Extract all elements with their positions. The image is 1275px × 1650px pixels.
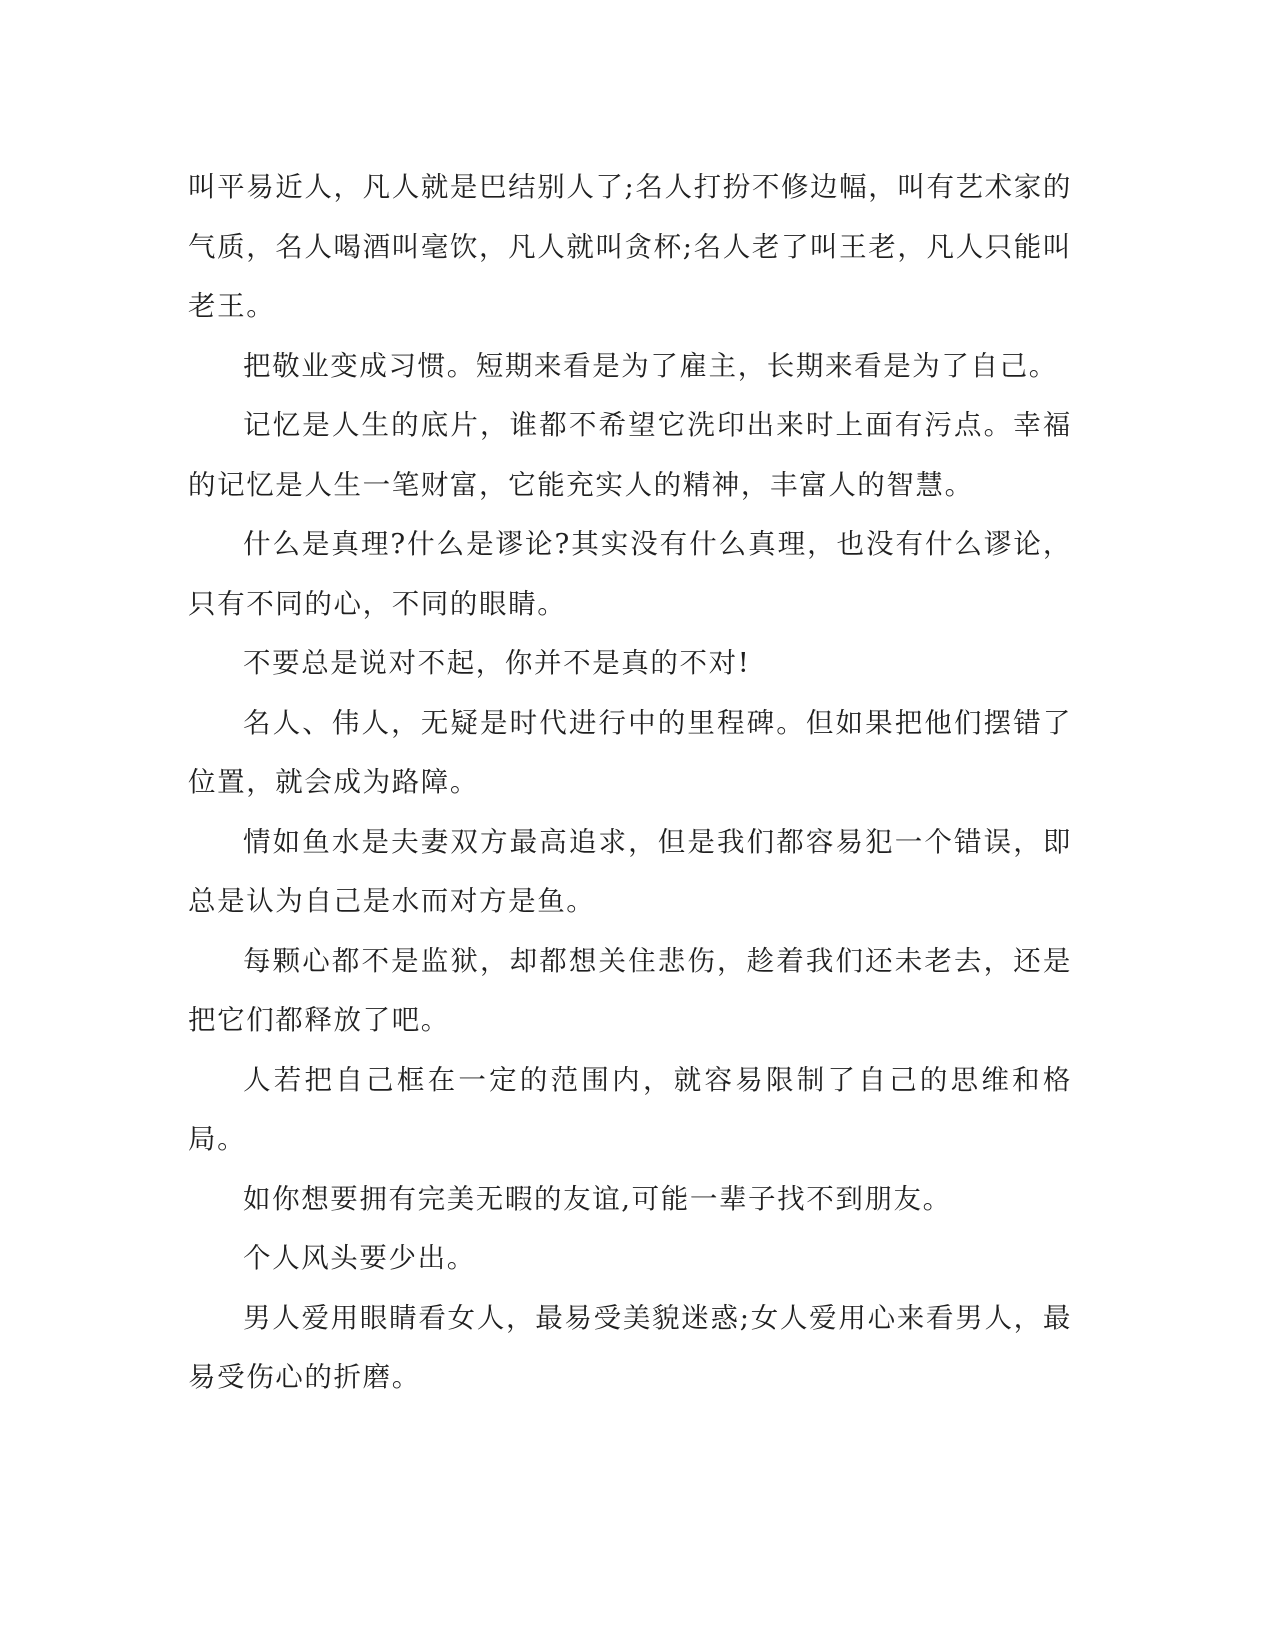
paragraph-4: 什么是真理?什么是谬论?其实没有什么真理，也没有什么谬论，只有不同的心，不同的眼睛。 xyxy=(188,528,1072,620)
paragraph-12: 男人爱用眼睛看女人，最易受美貌迷惑;女人爱用心来看男人，最易受伤心的折磨。 xyxy=(188,1301,1072,1393)
paragraph-6: 名人、伟人，无疑是时代进行中的里程碑。但如果把他们摆错了位置，就会成为路障。 xyxy=(188,706,1072,798)
paragraph-10: 如你想要拥有完美无暇的友谊,可能一辈子找不到朋友。 xyxy=(243,1182,952,1215)
paragraph-8: 每颗心都不是监狱，却都想关住悲伤，趁着我们还未老去，还是把它们都释放了吧。 xyxy=(188,944,1072,1036)
paragraph-3: 记忆是人生的底片，谁都不希望它洗印出来时上面有污点。幸福的记忆是人生一笔财富，它能充实人的精神，丰富人的智慧。 xyxy=(188,409,1072,501)
document-body xyxy=(188,158,1072,1408)
paragraph-7: 情如鱼水是夫妻双方最高追求，但是我们都容易犯一个错误，即总是认为自己是水而对方是鱼。 xyxy=(188,825,1072,917)
paragraph-2: 把敬业变成习惯。短期来看是为了雇主，长期来看是为了自己。 xyxy=(243,349,1058,382)
paragraph-1: 叫平易近人，凡人就是巴结别人了;名人打扮不修边幅，叫有艺术家的气质，名人喝酒叫毫饮，凡人就叫贪杯;名人老了叫王老，凡人只能叫老王。 xyxy=(188,171,1072,322)
paragraph-9: 人若把自己框在一定的范围内，就容易限制了自己的思维和格局。 xyxy=(188,1063,1072,1155)
paragraph-11: 个人风头要少出。 xyxy=(243,1242,476,1274)
paragraph-5: 不要总是说对不起，你并不是真的不对! xyxy=(243,647,751,679)
